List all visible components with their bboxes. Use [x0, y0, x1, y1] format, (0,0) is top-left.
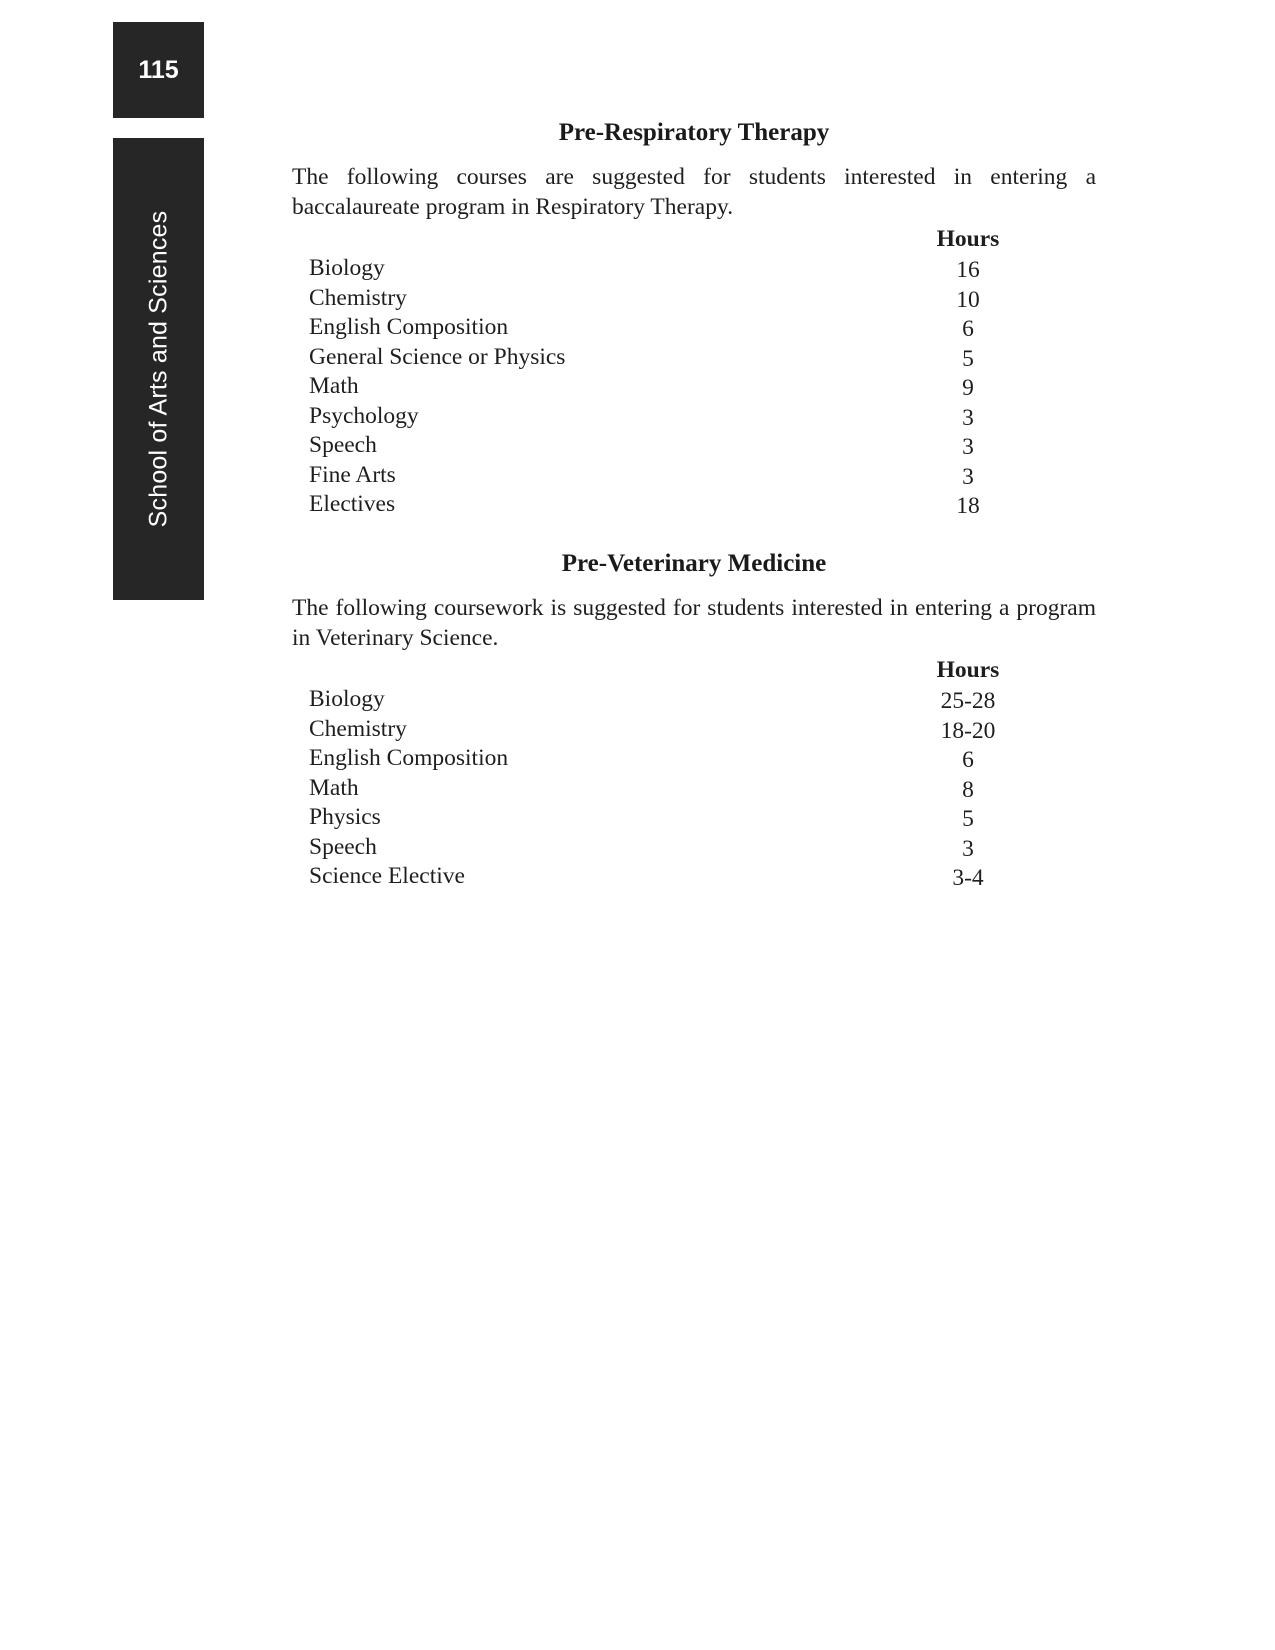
course-hours: 3 [962, 434, 974, 460]
course-row [292, 862, 1096, 892]
course-hours: 9 [962, 375, 974, 401]
course-row [292, 313, 1096, 343]
section-intro: The following coursework is suggested for students interested in entering a program in Veterinary Science. [292, 595, 1096, 651]
pre-respiratory-therapy-section [292, 116, 1096, 520]
course-row [292, 715, 1096, 745]
section-intro: The following courses are suggested for students interested in entering a baccalaureate program in Respiratory Therapy. [292, 164, 1096, 220]
course-hours: 16 [956, 257, 980, 283]
course-row [292, 254, 1096, 284]
page-number: 115 [138, 55, 179, 84]
course-hours: 6 [962, 747, 974, 773]
course-name: Math [309, 373, 359, 399]
course-name: Chemistry [309, 284, 407, 311]
course-hours: 3 [962, 463, 974, 490]
hours-column-header: Hours [936, 657, 1000, 683]
course-name: Biology [309, 255, 385, 281]
course-hours-table [292, 655, 1096, 892]
course-name: Science Elective [309, 863, 465, 889]
hours-header-row [292, 655, 1096, 685]
course-row [292, 402, 1096, 432]
page-number-tab [113, 22, 204, 118]
course-name: Fine Arts [309, 461, 396, 488]
hours-column-header: Hours [936, 226, 1000, 252]
course-name: Speech [309, 432, 377, 458]
course-hours: 6 [962, 316, 974, 342]
course-hours: 5 [962, 806, 974, 832]
course-hours: 25-28 [940, 688, 996, 714]
course-name: General Science or Physics [309, 343, 566, 370]
course-hours: 18-20 [940, 717, 996, 744]
course-name: Speech [309, 833, 377, 860]
course-name: Biology [309, 686, 385, 712]
course-row [292, 774, 1096, 804]
section-heading: Pre-Respiratory Therapy [558, 119, 830, 146]
section-side-tab [113, 138, 204, 600]
course-row [292, 343, 1096, 373]
course-row [292, 431, 1096, 461]
course-hours-table [292, 224, 1096, 520]
course-row [292, 685, 1096, 715]
section-heading: Pre-Veterinary Medicine [561, 550, 827, 577]
course-row [292, 803, 1096, 833]
course-row [292, 744, 1096, 774]
course-name: Electives [309, 491, 396, 517]
course-row [292, 372, 1096, 402]
course-hours: 18 [956, 493, 980, 519]
course-hours: 3 [962, 404, 974, 431]
section-tab-label: School of Arts and Sciences [144, 210, 172, 528]
course-hours: 5 [962, 345, 974, 372]
course-name: Math [309, 774, 359, 801]
course-name: Physics [309, 804, 381, 830]
pre-veterinary-medicine-section [292, 547, 1096, 892]
hours-header-row [292, 224, 1096, 254]
course-hours: 3-4 [952, 865, 984, 891]
course-row [292, 461, 1096, 491]
course-name: English Composition [309, 745, 509, 771]
course-hours: 3 [962, 835, 974, 862]
course-name: English Composition [309, 314, 509, 340]
course-row [292, 490, 1096, 520]
course-row [292, 284, 1096, 314]
course-hours: 10 [956, 286, 980, 313]
course-name: Psychology [309, 402, 419, 429]
course-name: Chemistry [309, 715, 407, 742]
course-hours: 8 [962, 776, 974, 803]
course-row [292, 833, 1096, 863]
